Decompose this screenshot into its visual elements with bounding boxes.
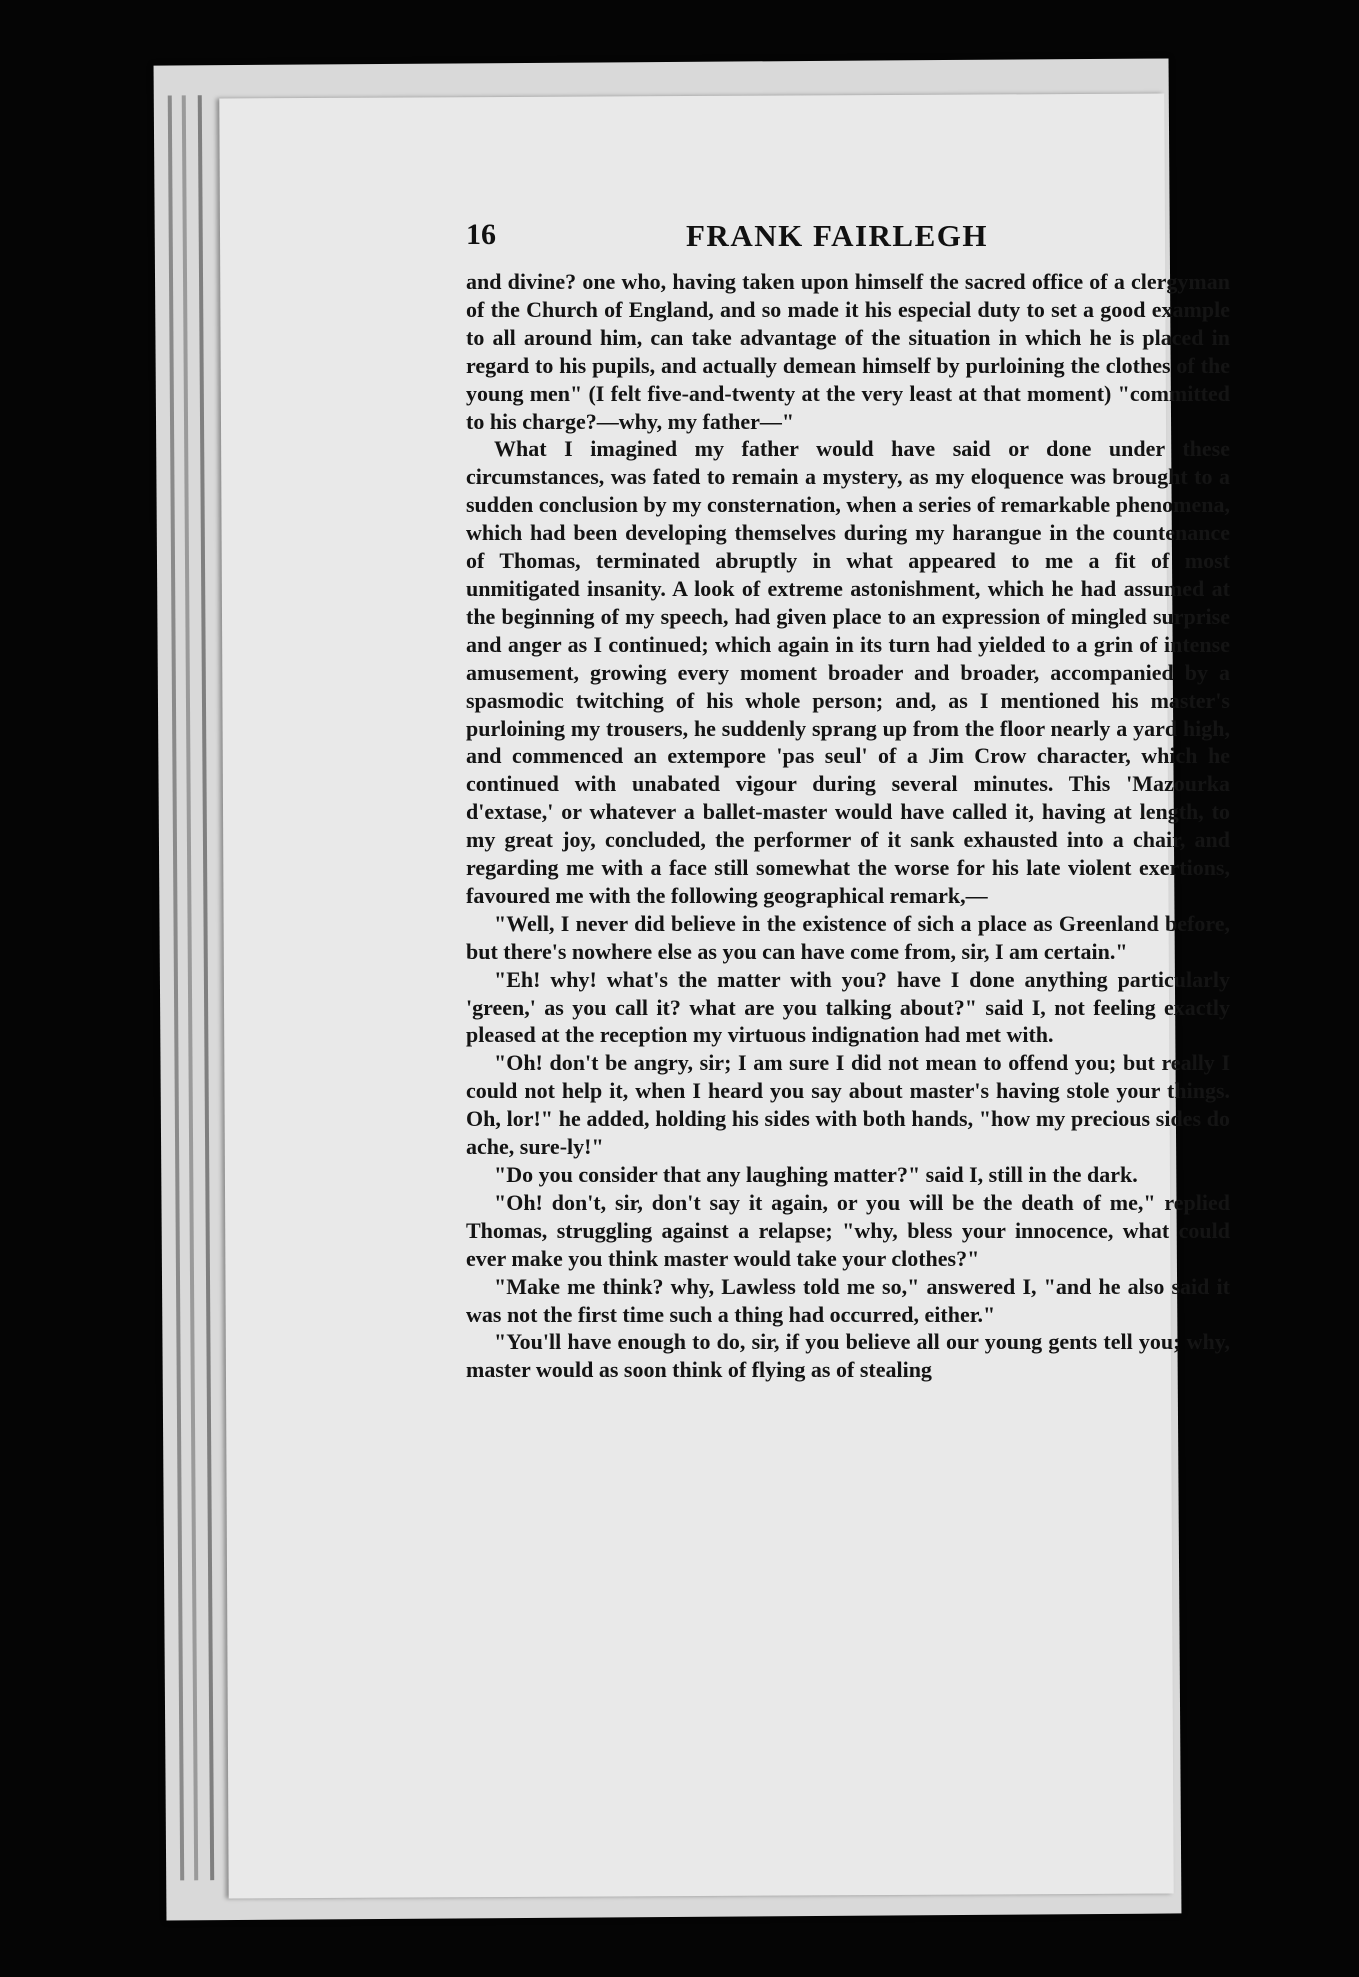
paragraph: "You'll have enough to do, sir, if you believe all our young gents tell you; why, master would as soon think of flying as of stealing (466, 1329, 1230, 1383)
paragraph: "Oh! don't, sir, don't say it again, or you will be the death of me," replied Thomas, struggling against a relapse; "why, bless your innocence, what could ever make you think master would take your clothes?" (466, 1189, 1230, 1271)
paragraph: "Eh! why! what's the matter with you? have I done anything particularly 'green,' as you call it? what are you talking about?" said I, not feeling exactly pleased at the reception my virtuous indignation had met with. (466, 966, 1230, 1048)
paragraph: "Make me think? why, Lawless told me so," answered I, "and he also said it was not the first time such a thing had occurred, either." (466, 1273, 1230, 1327)
page-edge (168, 95, 184, 1880)
paragraph: "Do you consider that any laughing matter?" said I, still in the dark. (494, 1162, 1138, 1187)
page-number: 16 (466, 218, 496, 251)
running-title: FRANK FAIRLEGH (686, 218, 989, 253)
paragraph: "Oh! don't be angry, sir; I am sure I did not mean to offend you; but really I could not help it, when I heard you say about master's having stole your things. Oh, lor!" he added, holding his sides with both hands, "how my precious sides do ache, sure-ly!" (466, 1050, 1230, 1160)
paragraph: and divine? one who, having taken upon himself the sacred office of a clergyman of the Church of England, and so made it his especial duty to set a good example to all around him, can take advantage of the situation in which he is placed in regard to his pupils, and actually demean himself by purloining the clothes of the young men" (I felt five-and-twenty at the very least at that moment) "committed to his charge?—why, my father—" (466, 269, 1230, 434)
page-edge (182, 95, 198, 1880)
paragraph: What I imagined my father would have said or done under these circumstances, was fated to remain a mystery, as my eloquence was brought to a sudden conclusion by my consternation, when a series of remarkable phenomena, which had been developing themselves during my harangue in the countenance of Thomas, terminated abruptly in what appeared to me a fit of most unmitigated insanity. A look of extreme astonishment, which he had assumed at the beginning of my speech, had given place to an expression of mingled surprise and anger as I continued; which again in its turn had yielded to a grin of intense amusement, growing every moment broader and broader, accompanied by a spasmodic twitching of his whole person; and, as I mentioned his master's purloining my trousers, he suddenly sprang up from the floor nearly a yard high, and commenced an extempore 'pas seul' of a Jim Crow character, which he continued with unabated vigour during several minutes. This 'Mazourka d'extase,' or whatever a ballet-master would have called it, having at length, to my great joy, concluded, the performer of it sank exhausted into a chair, and regarding me with a face still somewhat the worse for his late violent exertions, favoured me with the following geographical remark,— (466, 436, 1230, 908)
page-edge (198, 95, 214, 1880)
body-text (466, 268, 1230, 1384)
paragraph: "Well, I never did believe in the existence of sich a place as Greenland before, but there's nowhere else as you can have come from, sir, I am certain." (466, 910, 1230, 964)
page-header (466, 218, 1236, 258)
